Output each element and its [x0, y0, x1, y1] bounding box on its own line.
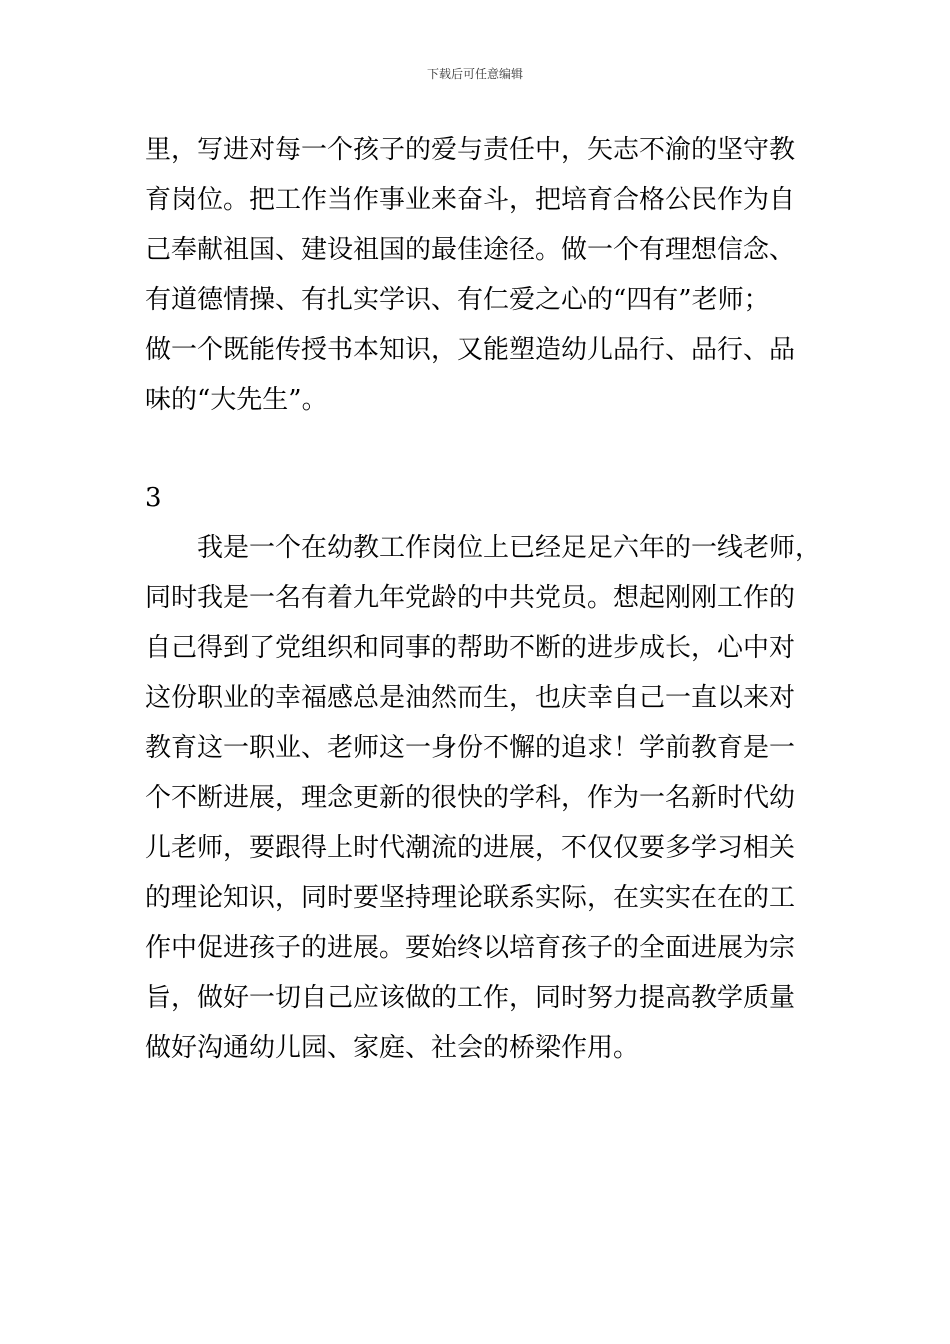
text-line: 这份职业的幸福感总是油然而生，也庆幸自己一直以来对 — [145, 683, 796, 713]
text-line: 儿老师，要跟得上时代潮流的进展，不仅仅要多学习相关 — [145, 833, 796, 863]
text-line: 有道德情操、有扎实学识、有仁爱之心的“四有”老师； — [145, 285, 770, 315]
text-line: 做一个既能传授书本知识，又能塑造幼儿品行、品行、品 — [145, 335, 796, 365]
text-line: 味的“大先生”。 — [145, 385, 328, 415]
text-line: 教育这一职业、老师这一身份不懈的追求！学前教育是一 — [145, 733, 796, 763]
text-line: 里，写进对每一个孩子的爱与责任中，矢志不渝的坚守教 — [145, 135, 796, 165]
text-line: 旨，做好一切自己应该做的工作，同时努力提高教学质量 — [145, 983, 796, 1013]
text-line: 个不断进展，理念更新的很快的学科，作为一名新时代幼 — [145, 783, 796, 813]
text-line: 己奉献祖国、建设祖国的最佳途径。做一个有理想信念、 — [145, 235, 796, 265]
text-line: 的理论知识，同时要坚持理论联系实际，在实实在在的工 — [145, 883, 796, 913]
text-line: 做好沟通幼儿园、家庭、社会的桥梁作用。 — [145, 1033, 640, 1063]
text-line: 同时我是一名有着九年党龄的中共党员。想起刚刚工作的 — [145, 583, 796, 613]
text-line: 我是一个在幼教工作岗位上已经足足六年的一线老师， — [197, 533, 822, 563]
text-line: 自己得到了党组织和同事的帮助不断的进步成长，心中对 — [145, 633, 796, 663]
text-line: 作中促进孩子的进展。要始终以培育孩子的全面进展为宗 — [145, 933, 796, 963]
paragraph-section-3 — [145, 523, 835, 1073]
text-line: 育岗位。把工作当作事业来奋斗，把培育合格公民作为自 — [145, 185, 796, 215]
paragraph-continued — [145, 125, 835, 425]
section-number: 3 — [145, 483, 162, 513]
page-header: 下载后可任意编辑 — [426, 67, 523, 81]
